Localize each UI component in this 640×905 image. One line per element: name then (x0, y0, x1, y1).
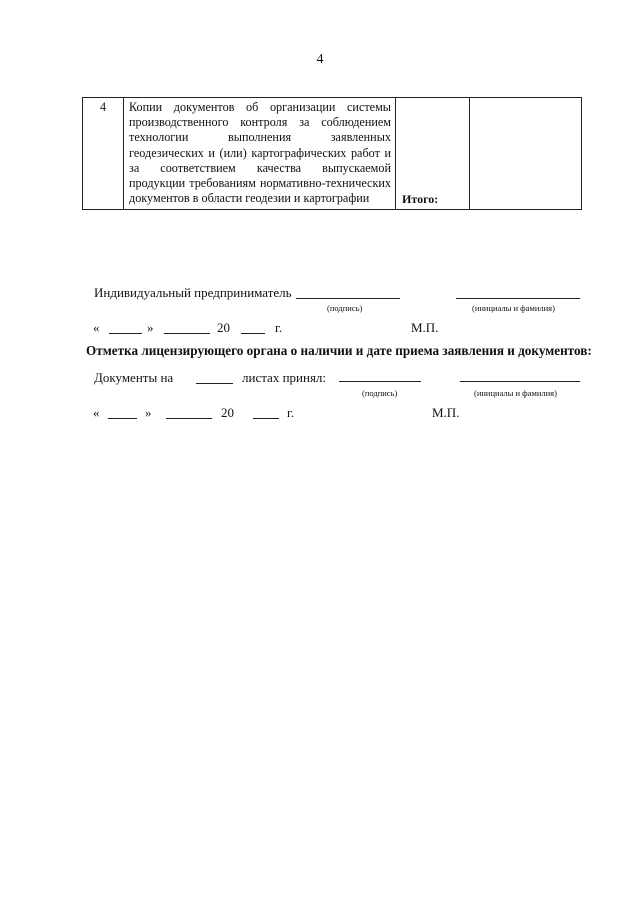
initials-line (456, 298, 580, 299)
documents-table (82, 97, 582, 210)
initials-caption: (инициалы и фамилия) (472, 303, 555, 313)
sheets-count-line (196, 383, 233, 384)
entrepreneur-label: Индивидуальный предприниматель (94, 285, 292, 300)
year2-prefix: 20 (221, 405, 234, 420)
year2-suffix: г. (287, 405, 295, 420)
license-signature-caption: (подпись) (362, 388, 398, 398)
date2-close-quote: » (145, 405, 152, 420)
docs-suffix: листах принял: (242, 370, 327, 385)
date2-open-quote: « (93, 405, 100, 420)
license-signature-line (339, 381, 421, 382)
date-open-quote: « (93, 320, 100, 335)
year2-line (253, 418, 279, 419)
license-heading: Отметка лицензирующего органа о наличии и дате приема заявления и документов: (86, 343, 592, 358)
table-row (83, 98, 582, 210)
day-line (109, 333, 142, 334)
month2-line (166, 418, 212, 419)
year-prefix: 20 (217, 320, 230, 335)
license-initials-caption: (инициалы и фамилия) (474, 388, 557, 398)
row-empty-cell (470, 98, 582, 210)
year-line (241, 333, 265, 334)
license-initials-line (460, 381, 580, 382)
docs-prefix: Документы на (94, 370, 174, 385)
row-total-cell (396, 98, 470, 210)
stamp-label: М.П. (411, 320, 439, 335)
day2-line (108, 418, 137, 419)
row-number-cell: 4 (83, 98, 124, 210)
date-close-quote: » (147, 320, 154, 335)
signature-caption: (подпись) (327, 303, 363, 313)
signature-line (296, 298, 400, 299)
row-description-cell: Копии документов об организации системы производственного контроля за соблюдением технологии выполнения заявленных геодезических и (или) картографических работ и за соответствием качества выпускаемой продукции требованиям нормативно-технических документов в области геодезии и картографии (124, 98, 396, 210)
stamp2-label: М.П. (432, 405, 460, 420)
page-number: 4 (316, 52, 324, 67)
month-line (164, 333, 210, 334)
total-label: Итого: (402, 192, 439, 207)
year-suffix: г. (275, 320, 283, 335)
